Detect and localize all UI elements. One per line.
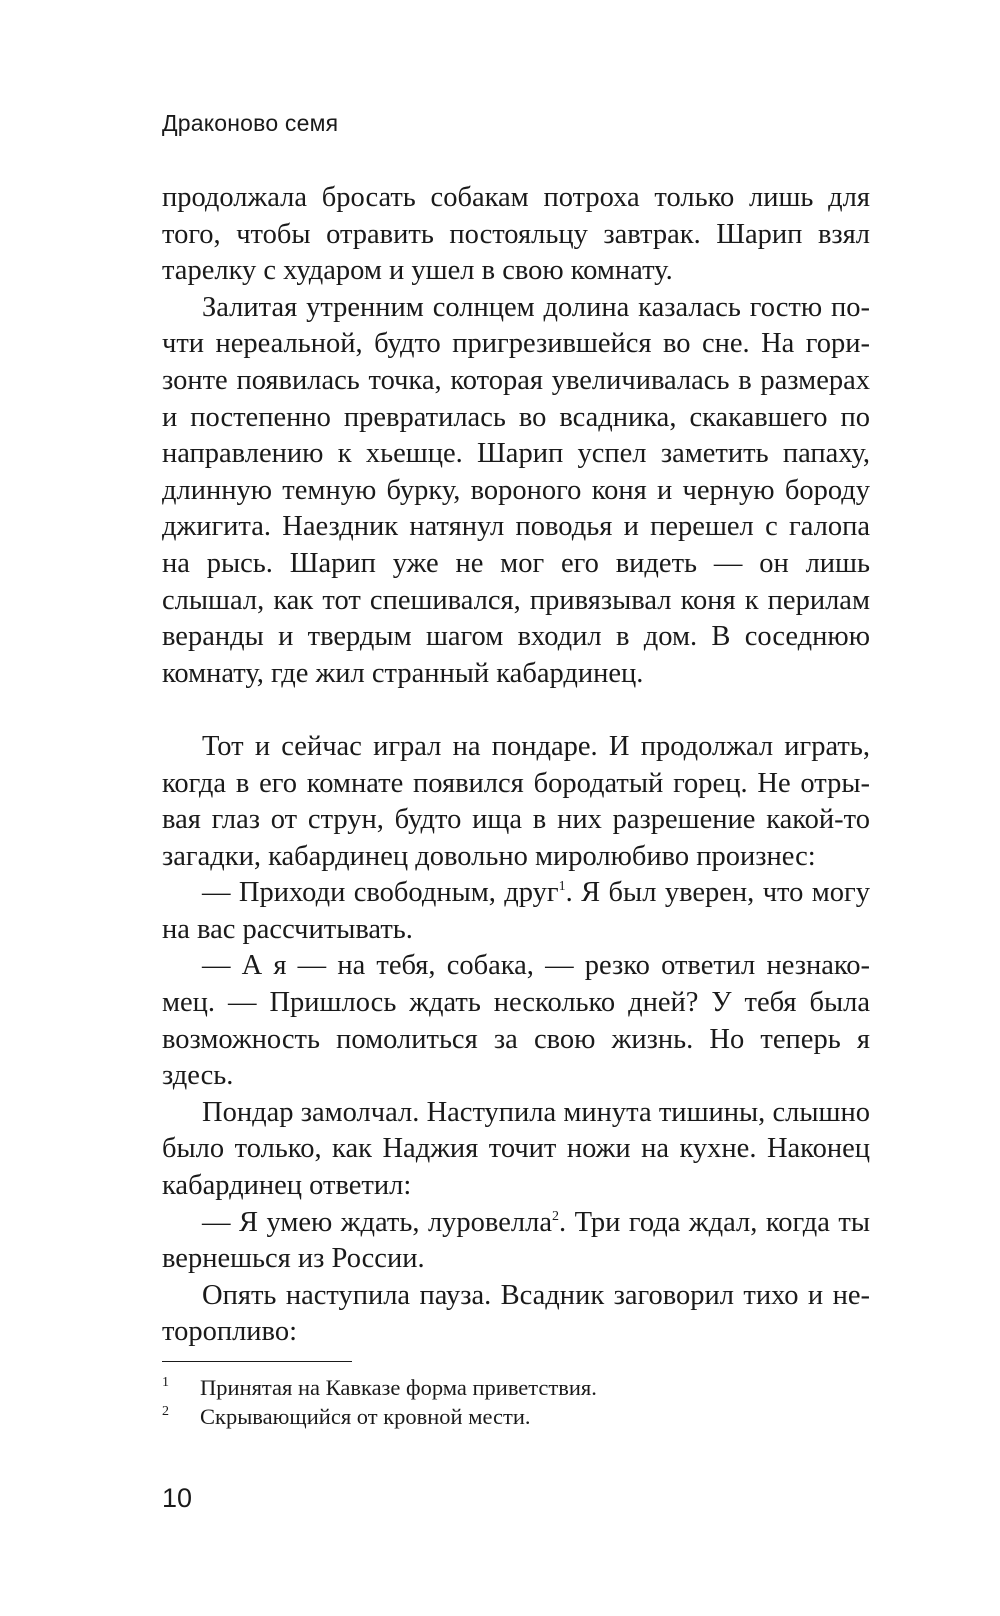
- footnote-mark: 1: [558, 879, 566, 895]
- paragraph: [162, 180, 870, 290]
- paragraph: [162, 875, 870, 948]
- paragraph-text: Тот и сейчас играл на пондаре. И продолжал играть, когда в его комнате появился бородатый горец. Не отрывая глаз от струн, будто ища в них разрешение какой-то загадки, кабардинец довольно миролюбиво произнес:: [162, 730, 870, 872]
- paragraph: [162, 729, 870, 875]
- running-head: Драконово семя: [162, 110, 339, 136]
- body-text: [162, 180, 870, 1351]
- footnote-number: 2: [162, 1404, 169, 1419]
- paragraph-text: . Я был уверен, что могу на вас рассчитывать.: [162, 877, 870, 945]
- paragraph-text: — Я умею ждать, луровелла: [202, 1206, 552, 1238]
- footnote: [162, 1373, 870, 1402]
- paragraph-text: . Три года ждал, когда ты вернешься из России.: [162, 1206, 871, 1275]
- paragraph-text: — А я — на тебя, собака, — резко ответил незнакомец. — Пришлось ждать несколько дней? У тебя была возможность помолиться за свою жизнь. Но теперь я здесь.: [162, 950, 870, 1092]
- paragraph-text: Пондар замолчал. Наступила минута тишины, слышно было только, как Наджия точит ножи на кухне. Наконец кабардинец ответил:: [162, 1096, 870, 1202]
- paragraph: [162, 1278, 870, 1351]
- paragraph: [162, 948, 870, 1094]
- footnote-text: Скрывающийся от кровной мести.: [200, 1404, 531, 1429]
- footnote-divider: [162, 1361, 352, 1362]
- footnote-mark: 2: [551, 1208, 559, 1224]
- footnote-text: Принятая на Кавказе форма приветствия.: [200, 1375, 597, 1400]
- footnotes: [162, 1373, 870, 1431]
- page-number: 10: [162, 1483, 193, 1513]
- paragraph: [162, 1095, 870, 1205]
- paragraph: [162, 1205, 870, 1278]
- footnote: [162, 1402, 870, 1431]
- paragraph-text: продолжала бросать собакам потроха только лишь для того, чтобы отравить постояльцу завтрак. Шарип взял тарелку с хударом и ушел в свою комнату.: [162, 182, 870, 287]
- paragraph-text: — Приходи свободным, друг: [202, 877, 559, 909]
- paragraph-text: Залитая утренним солнцем долина казалась гостю почти нереальной, будто пригрезившейся во сне. На горизонте появилась точка, которая увеличивалась в размерах и постепенно превратилась во всадника, скакавшего по направлению к хьешце. Шарип успел заметить папаху, длинную темную бурку, вороного коня и черную бороду джигита. Наездник натянул поводья и перешел с галопа на рысь. Шарип уже не мог его видеть — он лишь слышал, как тот спешивался, привязывал коня к перилам веранды и твердым шагом входил в дом. В соседнюю комнату, где жил странный кабардинец.: [162, 291, 870, 689]
- paragraph: [162, 290, 870, 693]
- paragraph-text: Опять наступила пауза. Всадник заговорил тихо и неторопливо:: [162, 1279, 870, 1348]
- footnote-number: 1: [162, 1375, 169, 1390]
